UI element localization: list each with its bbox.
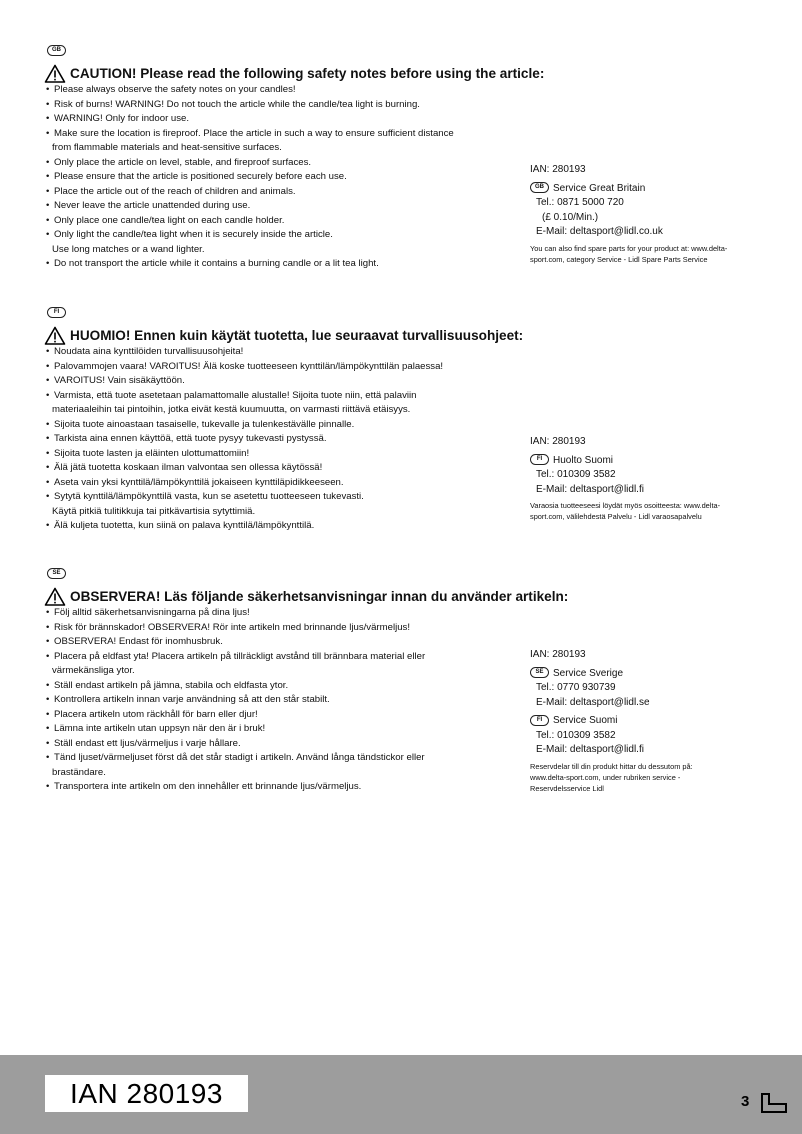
item-text: Sijoita tuote ainoastaan tasaiselle, tukevalle ja tulenkestävälle pinnalle.: [54, 418, 355, 430]
item-text: Do not transport the article while it contains a burning candle or a lit tea light.: [54, 258, 379, 269]
list-item: [46, 199, 516, 214]
bullet: •: [46, 200, 50, 211]
list-item: [46, 693, 516, 708]
item-continuation: Käytä pitkiä tulitikkuja tai pitkävartisia sytyttimiä.: [52, 505, 256, 517]
section-heading: [44, 64, 544, 83]
list-item: [46, 127, 516, 142]
item-continuation: from flammable materials and heat-sensitive surfaces.: [52, 142, 282, 153]
list-item: [46, 185, 516, 200]
bullet: •: [46, 781, 50, 792]
list-item: [46, 156, 516, 171]
item-text: Noudata aina kynttilöiden turvallisuusohjeita!: [54, 346, 244, 357]
list-item: [46, 679, 516, 694]
list-item: [46, 751, 516, 766]
service-name: [530, 714, 730, 729]
service-name: [530, 667, 730, 682]
spare-parts-note: Reservdelar till din produkt hittar du dessutom på: www.delta-sport.com, under rubriken service - Reservdelsservice Lidl: [530, 761, 693, 793]
list-item: [46, 606, 516, 621]
service-name-text: Service Sverige: [553, 667, 624, 679]
service-email: E-Mail: deltasport@lidl.co.uk: [536, 226, 663, 237]
bullet: •: [46, 171, 50, 182]
safety-list: [46, 606, 516, 795]
safety-list: [46, 345, 516, 534]
list-item: [46, 737, 516, 752]
bullet: •: [46, 214, 50, 226]
item-text: Aseta vain yksi kynttilä/lämpökynttilä jokaiseen kynttiläpidikkeeseen.: [54, 476, 344, 488]
bullet: •: [46, 462, 50, 473]
bullet: •: [46, 229, 50, 240]
warning-triangle-icon: [44, 326, 70, 345]
language-badge: FI: [47, 307, 66, 318]
list-item: [46, 447, 516, 462]
list-item: [46, 476, 516, 491]
page-number: 3: [741, 1093, 750, 1110]
list-item: [46, 418, 516, 433]
service-info: [530, 648, 730, 794]
service-name-text: Huolto Suomi: [553, 454, 614, 466]
list-item: [46, 432, 516, 447]
bullet: •: [46, 737, 50, 749]
safety-list: [46, 83, 516, 272]
item-text: Älä kuljeta tuotetta, kun siinä on palava kynttilä/lämpökynttilä.: [54, 520, 315, 531]
service-tel: Tel.: 010309 3582: [536, 469, 616, 480]
footer-ian: IAN 280193: [45, 1075, 248, 1112]
item-text: Only place the article on level, stable, and fireproof surfaces.: [54, 156, 312, 168]
service-tel: Tel.: 0770 930739: [536, 682, 616, 693]
list-item: [46, 519, 516, 534]
list-item: [46, 621, 516, 636]
item-text: Ställ endast ett ljus/värmeljus i varje hållare.: [54, 737, 241, 749]
item-continuation: Use long matches or a wand lighter.: [52, 243, 205, 255]
item-text: Följ alltid säkerhetsanvisningarna på dina ljus!: [54, 607, 250, 618]
item-text: Ställ endast artikeln på jämna, stabila och eldfasta ytor.: [54, 679, 289, 691]
bullet: •: [46, 185, 50, 197]
bullet: •: [46, 127, 50, 139]
bullet: •: [46, 636, 50, 647]
language-badge: SE: [47, 568, 66, 579]
list-item: [46, 635, 516, 650]
bullet: •: [46, 433, 50, 444]
bullet: •: [46, 258, 50, 269]
item-text: Varmista, että tuote asetetaan palamattomalle alustalle! Sijoita tuote niin, että palaviin: [54, 389, 417, 401]
warning-triangle-icon: [44, 587, 70, 606]
list-item: [46, 228, 516, 243]
bullet: •: [46, 723, 50, 734]
section-heading: [44, 587, 568, 606]
country-badge: GB: [530, 182, 549, 193]
country-badge: SE: [530, 667, 549, 678]
service-email: E-Mail: deltasport@lidl.fi: [536, 744, 644, 755]
item-text: Tarkista aina ennen käyttöä, että tuote pysyy tukevasti pystyssä.: [54, 433, 327, 444]
item-text: OBSERVERA! Endast för inomhusbruk.: [54, 636, 223, 647]
service-info: [530, 435, 730, 522]
item-text: Placera på eldfast yta! Placera artikeln på tillräckligt avstånd till brännbara material eller: [54, 650, 426, 662]
item-continuation: värmekänsliga ytor.: [52, 665, 135, 676]
list-item: [46, 374, 516, 389]
item-text: Place the article out of the reach of children and animals.: [54, 185, 296, 197]
item-text: Palovammojen vaara! VAROITUS! Älä koske tuotteeseen kynttilän/lämpökynttilän palaessa!: [54, 360, 444, 372]
list-item: [46, 112, 516, 127]
item-text: Only light the candle/tea light when it is securely inside the article.: [54, 229, 333, 240]
item-text: Please always observe the safety notes on your candles!: [54, 84, 296, 95]
list-item: [46, 722, 516, 737]
bullet: •: [46, 752, 50, 763]
service-rate: (£ 0.10/Min.): [542, 211, 599, 223]
bullet: •: [46, 360, 50, 372]
bullet: •: [46, 84, 50, 95]
language-badge: GB: [47, 45, 66, 56]
item-text: Älä jätä tuotetta koskaan ilman valvontaa sen ollessa käytössä!: [54, 462, 323, 473]
spare-parts-note: You can also find spare parts for your product at: www.delta-sport.com, category Service - Lidl Spare Parts Service: [530, 243, 728, 264]
list-item: [46, 461, 516, 476]
item-text: Please ensure that the article is positioned securely before each use.: [54, 171, 347, 182]
list-item: [46, 170, 516, 185]
bullet: •: [46, 346, 50, 357]
service-email: E-Mail: deltasport@lidl.se: [536, 696, 650, 708]
country-badge: FI: [530, 454, 549, 465]
service-tel: Tel.: 0871 5000 720: [536, 197, 624, 208]
bullet: •: [46, 708, 50, 720]
service-name-text: Service Great Britain: [553, 182, 646, 194]
list-item: [46, 389, 516, 404]
item-text: Only place one candle/tea light on each candle holder.: [54, 214, 285, 226]
bullet: •: [46, 98, 50, 110]
ian-number: IAN: 280193: [530, 164, 586, 175]
list-item: [46, 345, 516, 360]
list-item: [46, 490, 516, 505]
bullet: •: [46, 650, 50, 662]
list-item: [46, 780, 516, 795]
ian-number: IAN: 280193: [530, 649, 586, 660]
item-text: Make sure the location is fireproof. Place the article in such a way to ensure sufficient distance: [54, 127, 454, 139]
heading-text: OBSERVERA! Läs följande säkerhetsanvisningar innan du använder artikeln:: [70, 589, 569, 604]
item-text: Kontrollera artikeln innan varje användning så att den står stabilt.: [54, 694, 330, 705]
list-item: [46, 214, 516, 229]
bullet: •: [46, 621, 50, 633]
service-name: [530, 454, 730, 469]
bullet: •: [46, 694, 50, 705]
item-text: Tänd ljuset/värmeljuset först då det står stadigt i artikeln. Använd långa tändstickor eller: [54, 752, 425, 763]
item-text: Sijoita tuote lasten ja eläinten ulottumattomiin!: [54, 447, 250, 459]
bullet: •: [46, 607, 50, 618]
bullet: •: [46, 447, 50, 459]
item-text: VAROITUS! Vain sisäkäyttöön.: [54, 375, 185, 386]
list-item: [46, 650, 516, 665]
service-email: E-Mail: deltasport@lidl.fi: [536, 483, 644, 495]
ian-number: IAN: 280193: [530, 436, 586, 447]
list-item: [46, 257, 516, 272]
heading-text: HUOMIO! Ennen kuin käytät tuotetta, lue seuraavat turvallisuusohjeet:: [70, 328, 524, 343]
bullet: •: [46, 491, 50, 502]
bullet: •: [46, 679, 50, 691]
country-badge: FI: [530, 715, 549, 726]
bullet: •: [46, 476, 50, 488]
service-name-text: Service Suomi: [553, 715, 618, 726]
bullet: •: [46, 156, 50, 168]
section-heading: [44, 326, 523, 345]
service-name: [530, 182, 730, 197]
bullet: •: [46, 389, 50, 401]
service-tel: Tel.: 010309 3582: [536, 729, 616, 741]
service-info: [530, 163, 730, 265]
item-text: Placera artikeln utom räckhåll för barn eller djur!: [54, 708, 258, 720]
item-text: Lämna inte artikeln utan uppsyn när den är i bruk!: [54, 723, 266, 734]
bullet: •: [46, 375, 50, 386]
list-item: [46, 360, 516, 375]
item-text: WARNING! Only for indoor use.: [54, 113, 190, 124]
item-text: Transportera inte artikeln om den innehåller ett brinnande ljus/värmeljus.: [54, 781, 362, 792]
bullet: •: [46, 520, 50, 531]
bullet: •: [46, 418, 50, 430]
list-item: [46, 708, 516, 723]
item-continuation: braständare.: [52, 766, 106, 778]
page-corner-icon: [761, 1093, 787, 1113]
item-text: Never leave the article unattended during use.: [54, 200, 251, 211]
item-text: Risk of burns! WARNING! Do not touch the article while the candle/tea light is burning.: [54, 98, 420, 110]
list-item: [46, 98, 516, 113]
bullet: •: [46, 113, 50, 124]
item-continuation: materiaaleihin tai pintoihin, jotka eivät kestä kuumuutta, on varmasti riittävä etäisyys.: [52, 404, 411, 415]
spare-parts-note: Varaosia tuotteeseesi löydät myös osoitteesta: www.delta-sport.com, välilehdestä Palvelu - Lidl varaosapalvelu: [530, 501, 721, 521]
item-text: Risk för brännskador! OBSERVERA! Rör inte artikeln med brinnande ljus/värmeljus!: [54, 621, 411, 633]
warning-triangle-icon: [44, 64, 70, 83]
list-item: [46, 83, 516, 98]
heading-text: CAUTION! Please read the following safety notes before using the article:: [70, 66, 545, 81]
footer-band: [0, 1055, 802, 1134]
item-text: Sytytä kynttilä/lämpökynttilä vasta, kun se asetettu tuotteeseen tukevasti.: [54, 491, 364, 502]
